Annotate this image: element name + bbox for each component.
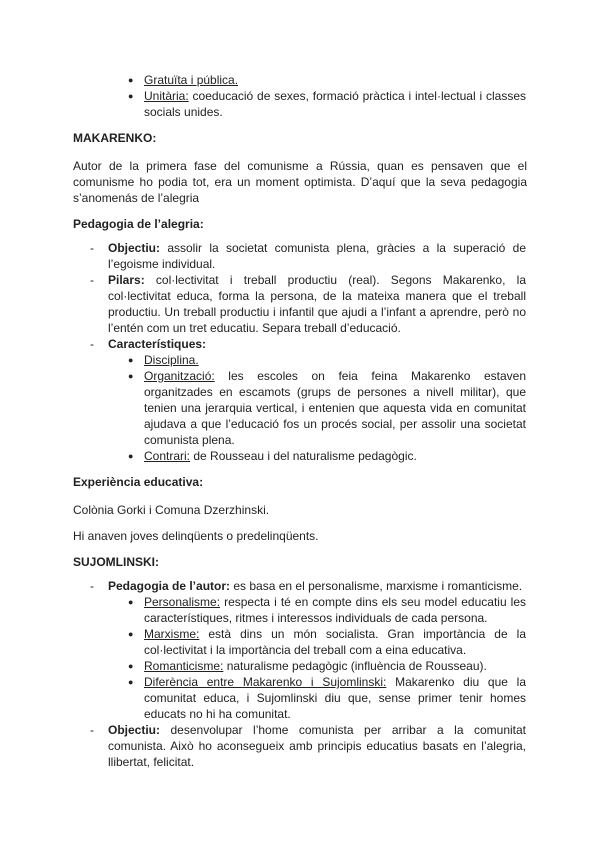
list-term: Unitària:	[144, 89, 189, 103]
list-term: Gratuïta i pública.	[144, 73, 239, 87]
bullet-dot: ●	[128, 677, 134, 687]
dash-bullet: -	[90, 723, 94, 737]
bullet-dot: ●	[128, 75, 134, 85]
list-item: Personalisme: respecta i té en compte dins els seu model educatiu les característiques, ritmes i interessos individuals de cada persona.	[144, 595, 526, 625]
dash-bullet: -	[90, 337, 94, 351]
bullet-dot: ●	[128, 629, 134, 639]
section-heading: SUJOMLINSKI:	[73, 555, 160, 569]
dash-bullet: -	[90, 241, 94, 255]
list-item: Objectiu: desenvolupar l’home comunista per arribar a la comunitat comunista. Això ho aconsegueix amb principis educatius basats en l’alegria, llibertat, felicitat.	[108, 723, 526, 769]
list-item: Disciplina.	[144, 353, 199, 367]
bullet-dot: ●	[128, 371, 134, 381]
section-heading: MAKARENKO:	[73, 131, 157, 145]
bullet-dot: ●	[128, 661, 134, 671]
paragraph: Colònia Gorki i Comuna Dzerzhinski.	[73, 503, 270, 517]
subheading: Pedagogia de l’alegria:	[73, 217, 204, 231]
list-item: Diferència entre Makarenko i Sujomlinski: Makarenko diu que la comunitat educa, i Sujomlinski diu que, sense primer tenir homes educats no hi ha comunitat.	[144, 675, 526, 721]
list-item: Objectiu: assolir la societat comunista plena, gràcies a la superació de l’egoisme individual.	[108, 241, 526, 271]
bullet-dot: ●	[128, 355, 134, 365]
list-item: Romanticisme: naturalisme pedagògic (influència de Rousseau).	[144, 659, 487, 673]
bullet-dot: ●	[128, 91, 134, 101]
paragraph: Hi anaven joves delinqüents o predelinqüents.	[73, 529, 319, 543]
list-item	[144, 72, 526, 88]
dash-bullet: -	[90, 579, 94, 593]
bullet-dot: ●	[128, 451, 134, 461]
list-item: Contrari: de Rousseau i del naturalisme pedagògic.	[144, 449, 417, 463]
dash-bullet: -	[90, 273, 94, 287]
list-item: Característiques:	[108, 337, 207, 351]
list-item: Unitària: coeducació de sexes, formació pràctica i intel·lectual i classes socials unides.	[144, 89, 526, 119]
list-item: Pilars: col·lectivitat i treball productiu (real). Segons Makarenko, la col·lectivitat educa, forma la persona, de la mateixa manera que el treball productiu. Un treball productiu i infantil que ajudi a l’infant a aprendre, però no l’entén com un tret educatiu. Separa treball d’educació.	[108, 273, 526, 335]
list-item: Organització: les escoles on feia feina Makarenko estaven organitzades en escamots (grups de persones a nivell militar), que tenien una jerarquia vertical, i entenien que aquesta vida en comunitat ajudava a que l’educació fos un procés social, per assolir una societat comunista plena.	[144, 369, 526, 447]
list-item: Pedagogia de l’autor: es basa en el personalisme, marxisme i romanticisme.	[108, 579, 523, 593]
subheading: Experiència educativa:	[73, 475, 204, 489]
paragraph: Autor de la primera fase del comunisme a Rússia, quan es pensaven que el comunisme ho podia tot, era un moment optimista. D’aquí que la seva pedagogia s’anomenás de l’alegria	[73, 159, 527, 205]
bullet-dot: ●	[128, 597, 134, 607]
list-item: Marxisme: està dins un món socialista. Gran importància de la col·lectivitat i la importància del treball com a eina educativa.	[144, 627, 526, 657]
